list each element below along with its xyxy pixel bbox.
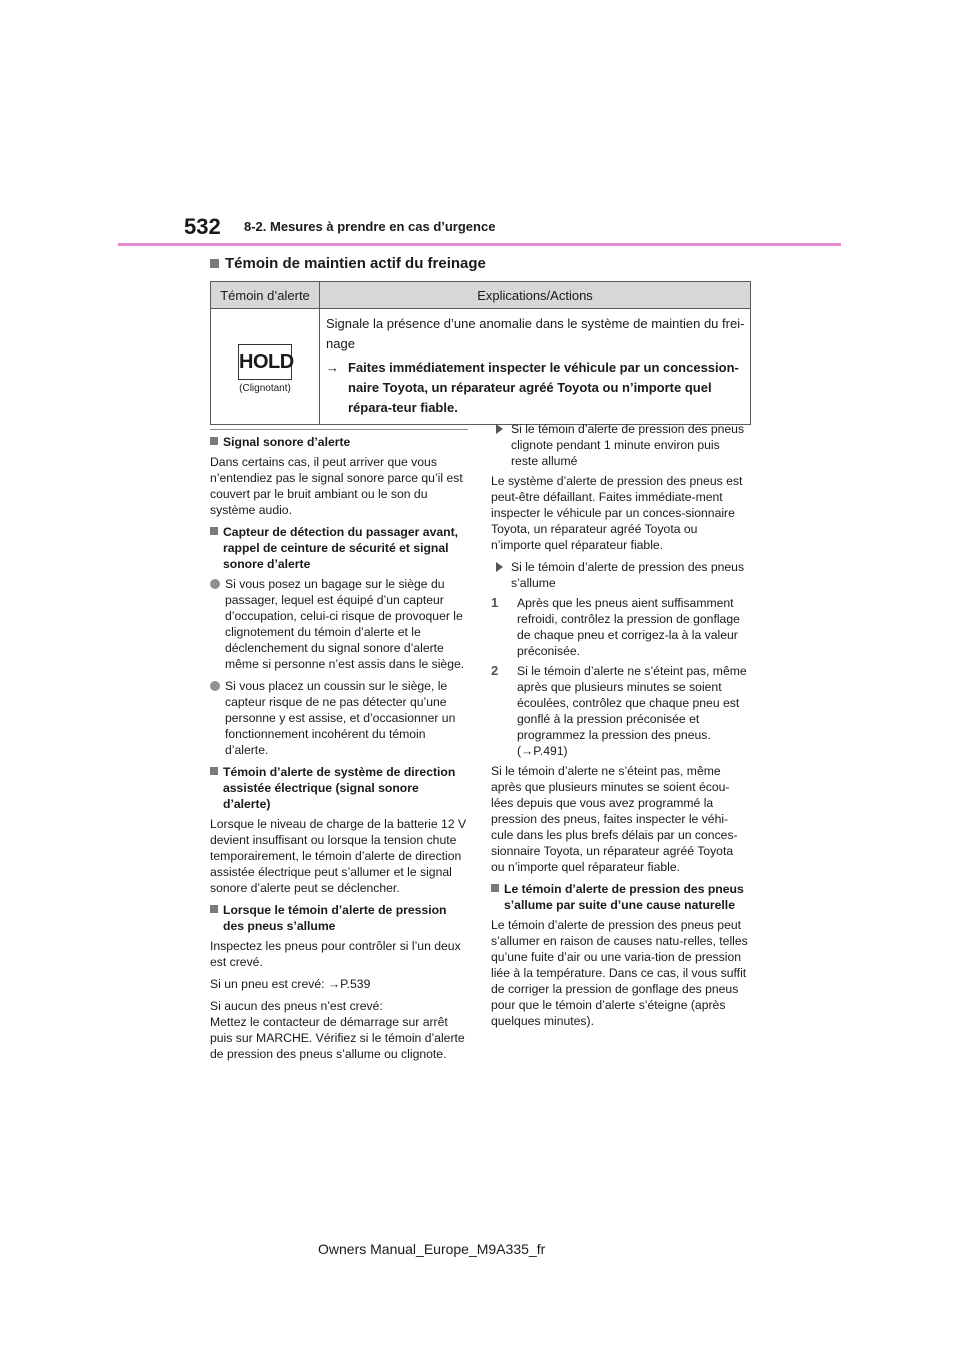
circle-bullet-icon	[210, 579, 220, 589]
page-number: 532	[184, 214, 221, 239]
indicator-cell	[211, 309, 320, 425]
square-bullet-icon	[491, 884, 499, 892]
list-item: Si le témoin d’alerte de pression des pneus clignote pendant 1 minute environ puis reste allumé	[491, 421, 749, 469]
step-number: 1	[491, 595, 499, 610]
paragraph: Le témoin d’alerte de pression des pneus peut s’allumer en raison de causes natu-relles, telles qu’une fuite d’air ou une varia-tion de pression liée à la température. Dans ce cas, il vous suffit de corriger la pression de gonflage des pneus pour que le témoin d’alerte s’éteigne (après quelques minutes).	[491, 918, 748, 1028]
list-item: Si vous posez un bagage sur le siège du passager, lequel est équipé d’un capteur d’occupation, celui-ci risque de provoquer le clignotement du témoin d’alerte et le déclenchement du signal sonore d’alerte même si personne n’est assis dans le siège.	[210, 576, 468, 672]
step-item: 1 Après que les pneus aient suffisamment refroidi, contrôlez la pression de gonflage de chaque pneu et corrigez-la à la valeur préconisée.	[491, 595, 740, 658]
subheading-alert-sound: Signal sonore d’alerte	[210, 434, 468, 450]
subheading-natural-cause: Le témoin d’alerte de pression des pneus s’allume par suite d’une cause naturelle	[491, 881, 749, 913]
arrow-icon: →	[326, 360, 339, 375]
paragraph: Le système d’alerte de pression des pneus est peut-être défaillant. Faites immédiate-ment inspecter le véhicule par un conces-sionnaire Toyota, un réparateur agréé Toyota ou n’importe quel réparateur fiable.	[491, 474, 743, 552]
explanation-text: Signale la présence d’une anomalie dans le système de maintien du frei-nage	[326, 316, 745, 351]
indicator-caption: (Clignotant)	[239, 383, 291, 394]
list-item: Si vous placez un coussin sur le siège, le capteur risque de ne pas détecter qu’une personne y est assise, et d’occasionner un fonctionnement incohérent du témoin d’alerte.	[210, 678, 468, 758]
action-text: Faites immédiatement inspecter le véhicule par un concession-naire Toyota, un réparateur agréé Toyota ou n’importe quel répara-teur fiable.	[348, 360, 739, 415]
square-bullet-icon	[210, 905, 218, 913]
circle-bullet-icon	[210, 681, 220, 691]
subheading-passenger-sensor: Capteur de détection du passager avant, rappel de ceinture de sécurité et signal sonore d’alerte	[210, 524, 468, 572]
list-item: Si le témoin d’alerte de pression des pneus s’allume	[491, 559, 749, 591]
paragraph: Mettez le contacteur de démarrage sur arrêt puis sur MARCHE. Vérifiez si le témoin d’alerte de pression des pneus s’allume ou clignote.	[210, 1015, 465, 1061]
table-row	[211, 309, 751, 425]
paragraph: Si aucun des pneus n’est crevé:	[210, 999, 383, 1013]
table-header-row	[211, 282, 751, 309]
chapter-title: 8-2. Mesures à prendre en cas d’urgence	[244, 219, 496, 234]
square-bullet-icon	[210, 437, 218, 445]
right-column	[491, 421, 749, 1035]
triangle-bullet-icon	[496, 562, 503, 572]
table-header-explanations: Explications/Actions	[320, 282, 751, 309]
left-column	[210, 434, 468, 1068]
triangle-bullet-icon	[496, 424, 503, 434]
paragraph: Inspectez les pneus pour contrôler si l’un deux est crevé.	[210, 939, 461, 969]
paragraph: Lorsque le niveau de charge de la batterie 12 V devient insuffisant ou lorsque la tension chute temporairement, le témoin d’alerte de direction assistée électrique peut s’allumer et le signal sonore d’alerte peut se déclencher.	[210, 817, 467, 895]
paragraph: Si le témoin d’alerte ne s’éteint pas, même après que plusieurs minutes se soient écou-lées depuis que vous avez programmé la pression des pneus, faites inspecter le véhi-cule dans les plus brefs délais par un conces-sionnaire Toyota, un réparateur agréé Toyota ou n’importe quel réparateur fiable.	[491, 764, 738, 874]
paragraph: Dans certains cas, il peut arriver que vous n’entendiez pas le signal sonore parce qu’il est couvert par le bruit ambiant ou le son du système audio.	[210, 455, 463, 517]
explanation-cell	[320, 309, 751, 425]
column-rule	[210, 429, 468, 430]
square-bullet-icon	[210, 259, 219, 268]
action-instruction	[326, 358, 746, 418]
step-number: 2	[491, 663, 499, 678]
warning-table	[210, 281, 751, 425]
header-rule	[118, 243, 841, 246]
step-item: 2 Si le témoin d’alerte ne s’éteint pas, même après que plusieurs minutes se soient écoulées, contrôlez que chaque pneu est gonflé à la pression préconisée et programmez la pression des pneus. (→P.491)	[491, 663, 747, 758]
section-title-text: Témoin de maintien actif du freinage	[225, 255, 486, 272]
footer-manual-id: Owners Manual_Europe_M9A335_fr	[318, 1241, 546, 1257]
hold-indicator-icon: HOLD	[238, 344, 292, 380]
section-title	[210, 255, 486, 272]
subheading-power-steering: Témoin d’alerte de système de direction assistée électrique (signal sonore d’alerte)	[210, 764, 468, 812]
subheading-tire-pressure: Lorsque le témoin d’alerte de pression des pneus s’allume	[210, 902, 468, 934]
table-header-indicator: Témoin d’alerte	[211, 282, 320, 309]
square-bullet-icon	[210, 767, 218, 775]
square-bullet-icon	[210, 527, 218, 535]
paragraph: Si un pneu est crevé: →P.539	[210, 977, 371, 991]
